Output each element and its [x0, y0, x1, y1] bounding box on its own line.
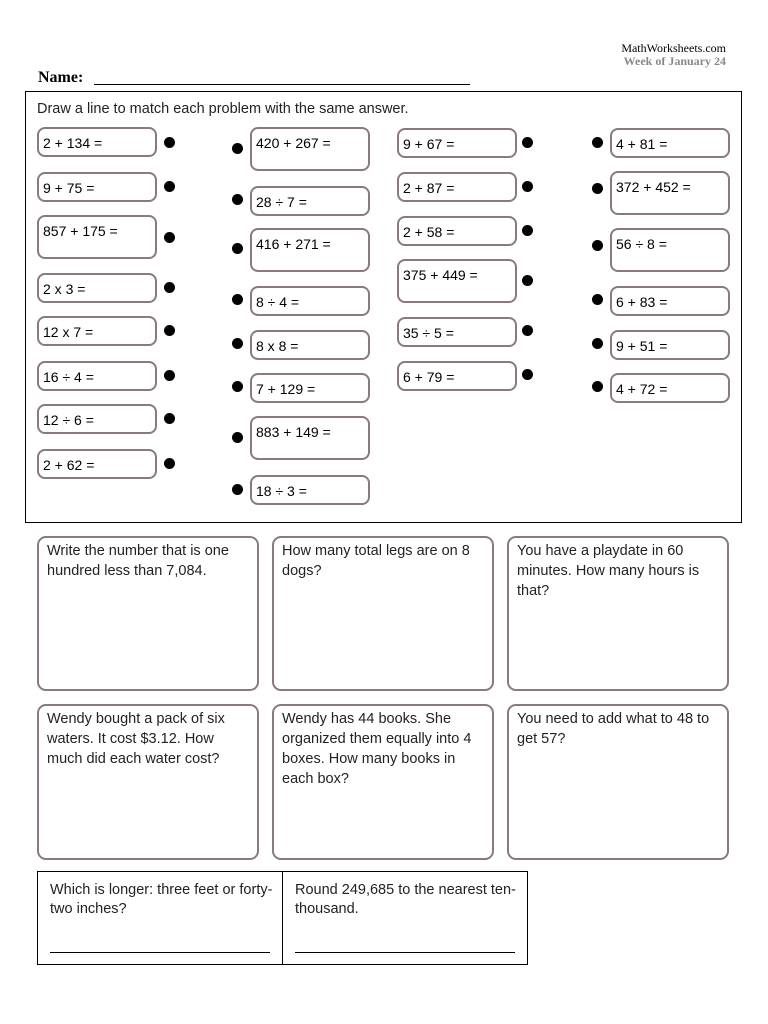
problem-col1-8: 2 + 62 = [37, 449, 157, 479]
match-dot[interactable] [522, 225, 533, 236]
problem-col2-6: 7 + 129 = [250, 373, 370, 403]
match-dot[interactable] [592, 381, 603, 392]
problem-col2-4: 8 ÷ 4 = [250, 286, 370, 316]
problem-col1-6: 16 ÷ 4 = [37, 361, 157, 391]
match-dot[interactable] [164, 282, 175, 293]
word-problem-card[interactable] [507, 704, 729, 860]
match-dot[interactable] [592, 338, 603, 349]
problem-col1-1: 2 + 134 = [37, 127, 157, 157]
problem-col2-1: 420 + 267 = [250, 127, 370, 171]
problem-col1-4: 2 x 3 = [37, 273, 157, 303]
problem-col4-3: 56 ÷ 8 = [610, 228, 730, 272]
problem-col3-1: 9 + 67 = [397, 128, 517, 158]
word-problem-text: Wendy bought a pack of six waters. It cost $3.12. How much did each water cost? [47, 711, 225, 767]
match-dot[interactable] [592, 240, 603, 251]
problem-col3-5: 35 ÷ 5 = [397, 317, 517, 347]
match-dot[interactable] [164, 137, 175, 148]
match-dot[interactable] [232, 243, 243, 254]
problem-col4-5: 9 + 51 = [610, 330, 730, 360]
problem-col1-7: 12 ÷ 6 = [37, 404, 157, 434]
site-name: MathWorksheets.com [621, 41, 726, 55]
match-dot[interactable] [232, 381, 243, 392]
match-dot[interactable] [232, 143, 243, 154]
question-text: Round 249,685 to the nearest ten-thousand. [295, 882, 516, 917]
word-problem-text: Write the number that is one hundred less than 7,084. [47, 543, 229, 579]
problem-col1-5: 12 x 7 = [37, 316, 157, 346]
problem-col1-3: 857 + 175 = [37, 215, 157, 259]
site-header [621, 42, 726, 68]
match-dot[interactable] [592, 294, 603, 305]
match-dot[interactable] [592, 183, 603, 194]
problem-col3-6: 6 + 79 = [397, 361, 517, 391]
match-dot[interactable] [164, 413, 175, 424]
name-label: Name: [38, 69, 84, 86]
match-dot[interactable] [232, 432, 243, 443]
word-problem-card[interactable] [37, 536, 259, 691]
week-label: Week of January 24 [623, 54, 726, 68]
question-text: Which is longer: three feet or forty-two inches? [50, 882, 273, 917]
problem-col3-3: 2 + 58 = [397, 216, 517, 246]
matching-instruction: Draw a line to match each problem with the same answer. [37, 101, 409, 117]
problem-col4-4: 6 + 83 = [610, 286, 730, 316]
problem-col2-8: 18 ÷ 3 = [250, 475, 370, 505]
match-dot[interactable] [164, 458, 175, 469]
word-problem-text: You have a playdate in 60 minutes. How many hours is that? [517, 543, 700, 599]
word-problem-card[interactable] [272, 536, 494, 691]
answer-line[interactable] [50, 952, 270, 953]
word-problem-text: Wendy has 44 books. She organized them equally into 4 boxes. How many books in each box? [282, 711, 472, 787]
problem-col4-2: 372 + 452 = [610, 171, 730, 215]
problem-col2-7: 883 + 149 = [250, 416, 370, 460]
match-dot[interactable] [164, 325, 175, 336]
match-dot[interactable] [232, 194, 243, 205]
problem-col2-3: 416 + 271 = [250, 228, 370, 272]
match-dot[interactable] [522, 275, 533, 286]
match-dot[interactable] [164, 232, 175, 243]
problem-col3-2: 2 + 87 = [397, 172, 517, 202]
problem-col2-5: 8 x 8 = [250, 330, 370, 360]
table-divider [282, 871, 283, 965]
word-problem-text: You need to add what to 48 to get 57? [517, 711, 710, 747]
word-problem-text: How many total legs are on 8 dogs? [282, 543, 470, 579]
word-problem-card[interactable] [272, 704, 494, 860]
problem-col4-6: 4 + 72 = [610, 373, 730, 403]
match-dot[interactable] [232, 294, 243, 305]
problem-col4-1: 4 + 81 = [610, 128, 730, 158]
word-problem-card[interactable] [507, 536, 729, 691]
match-dot[interactable] [522, 137, 533, 148]
match-dot[interactable] [592, 137, 603, 148]
match-dot[interactable] [164, 181, 175, 192]
match-dot[interactable] [522, 369, 533, 380]
problem-col3-4: 375 + 449 = [397, 259, 517, 303]
match-dot[interactable] [232, 484, 243, 495]
name-line[interactable] [94, 84, 470, 85]
match-dot[interactable] [164, 370, 175, 381]
answer-line[interactable] [295, 952, 515, 953]
problem-col2-2: 28 ÷ 7 = [250, 186, 370, 216]
problem-col1-2: 9 + 75 = [37, 172, 157, 202]
match-dot[interactable] [232, 338, 243, 349]
match-dot[interactable] [522, 181, 533, 192]
match-dot[interactable] [522, 325, 533, 336]
word-problem-card[interactable] [37, 704, 259, 860]
